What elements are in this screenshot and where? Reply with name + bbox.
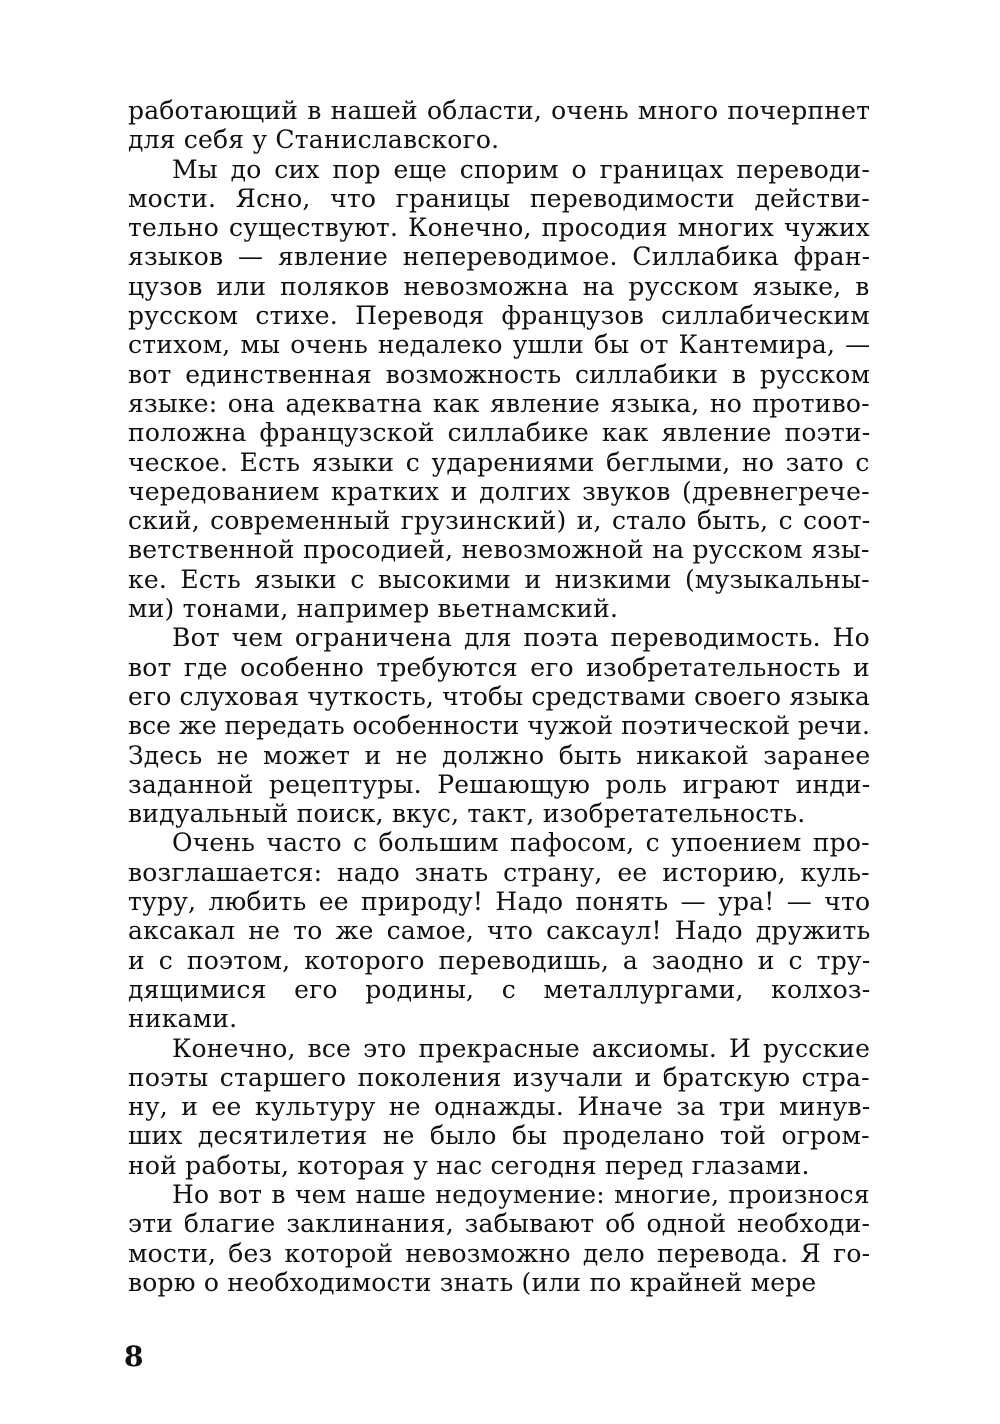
text-line: тельно существуют. Конечно, просодия многих чужих [128,213,870,243]
text-line: ной работы, которая у нас сегодня перед глазами. [128,1150,810,1180]
text-line: возглашается: надо знать страну, ее историю, куль- [128,857,870,887]
text-line: Мы до сих пор еще спорим о границах переводи- [172,154,871,184]
text-line: эти благие заклинания, забывают об одной необходи- [128,1209,871,1239]
text-line: Очень часто с большим пафосом, с упоением про- [172,828,870,858]
text-line: чередованием кратких и долгих звуков (древнегрече- [128,476,870,506]
text-line: никами. [128,1004,238,1034]
text-line: все же передать особенности чужой поэтической речи. [128,711,870,741]
text-line: мости, без которой невозможно дело перевода. Я го- [128,1238,871,1268]
text-line: ших десятилетия не было бы проделано той огром- [128,1121,870,1151]
text-line: Но вот в чем наше недоумение: многие, произнося [172,1179,870,1209]
text-line: языке: она адекватна как явление языка, но противо- [128,388,870,418]
text-line: языков — явление непереводимое. Силлабика фран- [128,242,871,272]
text-line: стихом, мы очень недалеко ушли бы от Кантемира, — [128,330,871,360]
text-line: ну, и ее культуру не однажды. Иначе за три минув- [128,1092,871,1122]
text-line: ворю о необходимости знать (или по крайней мере [128,1267,817,1297]
text-line: Здесь не может и не должно быть никакой заранее [128,740,871,770]
text-line: и с поэтом, которого переводишь, а заодно и с тру- [128,945,871,975]
text-line: положна французской силлабике как явление поэти- [128,418,871,448]
text-line: мости. Ясно, что границы переводимости действи- [128,183,870,213]
page-number: 8 [124,1340,144,1373]
text-line: вот где особенно требуются его изобретательность и [128,652,870,682]
text-line: дящимися его родины, с металлургами, колхоз- [128,974,871,1004]
text-line: ми) тонами, например вьетнамский. [128,594,619,624]
text-line: ский, современный грузинский) и, стало быть, с соот- [128,506,871,536]
text-line: его слуховая чуткость, чтобы средствами своего языка [128,681,870,711]
text-line: заданной рецептуры. Решающую роль играют инди- [128,769,871,799]
text-line: русском стихе. Переводя французов силлабическим [128,301,870,331]
text-line: аксакал не то же самое, что саксаул! Надо дружить [128,916,871,946]
text-line: Вот чем ограничена для поэта переводимость. Но [172,623,870,653]
text-line: работающий в нашей области, очень много почерпнет [128,96,871,125]
text-line: туру, любить ее природу! Надо понять — ура! — что [128,887,871,917]
text-line: видуальный поиск, вкус, такт, изобретательность. [128,799,806,829]
text-line: поэты старшего поколения изучали и братскую стра- [128,1062,870,1092]
page-text [128,96,870,1297]
text-line: для себя у Станиславского. [128,125,500,155]
text-line: ке. Есть языки с высокими и низкими (музыкальны- [128,564,870,594]
text-line: вот единственная возможность силлабики в русском [128,359,871,389]
text-line: цузов или поляков невозможна на русском языке, в [128,271,870,301]
text-line: ческое. Есть языки с ударениями беглыми, но зато с [128,447,870,477]
text-line: ветственной просодией, невозможной на русском язы- [128,535,870,565]
text-line: Конечно, все это прекрасные аксиомы. И русские [172,1033,871,1063]
